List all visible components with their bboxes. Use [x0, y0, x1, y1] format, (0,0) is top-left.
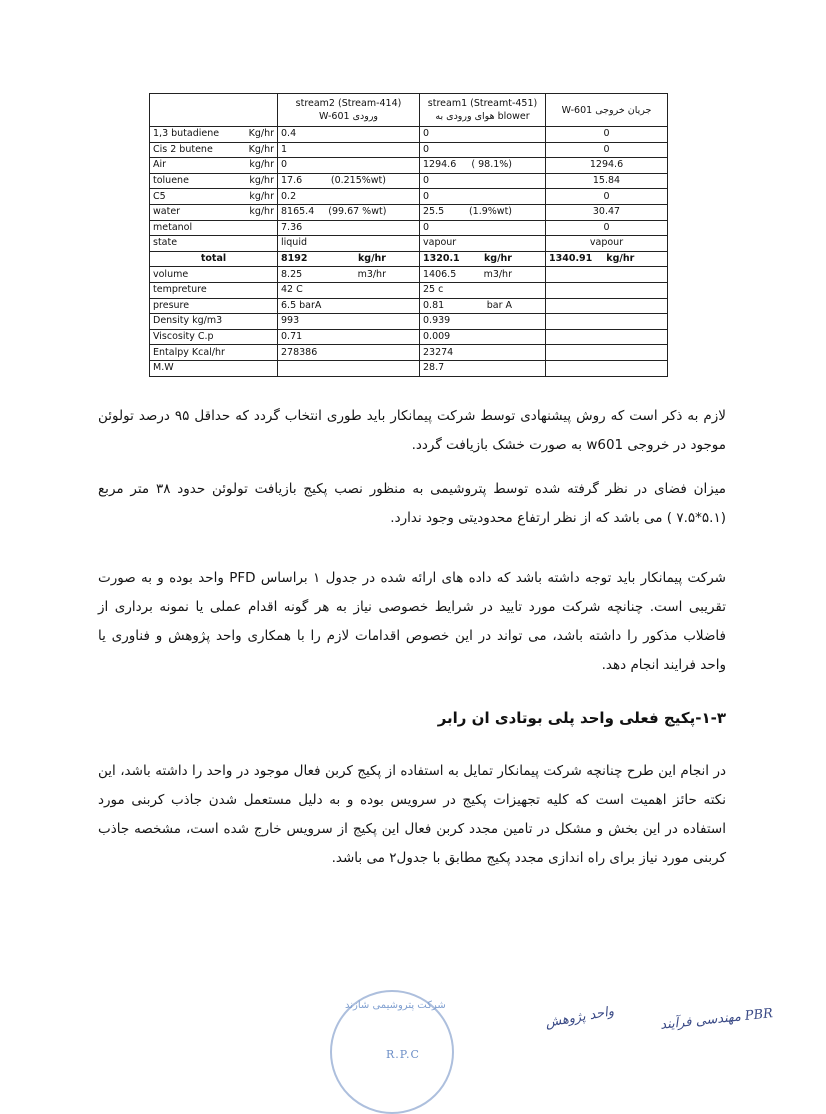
total-output-cell: [546, 251, 668, 267]
total-stream1-cell: [420, 251, 546, 267]
stream2-note: (99.67 %wt): [328, 206, 387, 218]
output-cell: [546, 345, 668, 361]
stream2-value: 42 C: [281, 284, 303, 296]
output-cell: [546, 282, 668, 298]
header-stream2: stream2 (Stream-414) W-601 ورودی: [295, 98, 402, 122]
stream1-note: (1.9%wt): [468, 206, 512, 218]
signature-1: واحد پژوهش: [544, 1004, 616, 1031]
stream2-cell: [278, 142, 420, 158]
stream1-cell: [420, 158, 546, 174]
output-cell: [546, 360, 668, 376]
row-unit: kg/hr: [249, 175, 274, 187]
row-label-cell: [150, 189, 278, 205]
stream2-cell: [278, 360, 420, 376]
paragraph-3: شرکت پیمانکار باید توجه داشته باشد که داده های ارائه شده در جدول ۱ براساس PFD واحد بوده و به صورت تقریبی است. چنانچه شرکت مورد تایید در شرایط خصوصی نیاز به هر گونه اقدام عملی یا نمونه برداری از فاضلاب مذکور را داشته باشد، می تواند در این خصوص اقدامات لازم را با همکاری واحد پژوهش و فناوری یا واحد فرایند انجام دهد.: [98, 570, 726, 673]
total-label: total: [200, 253, 227, 265]
stream-table: [149, 93, 668, 377]
output-cell: [546, 298, 668, 314]
stream1-cell: [420, 220, 546, 236]
stream1-value: 0: [423, 175, 430, 187]
stream1-value: 0: [423, 221, 430, 233]
row-label-cell: [150, 127, 278, 143]
stream1-value: 25.5: [423, 206, 445, 218]
row-label-cell: [150, 220, 278, 236]
header-stream1: stream1 (Streamt-451) هوای ورودی به blower: [427, 98, 538, 122]
row-label-cell: [150, 173, 278, 189]
property-label: Viscosity C.p: [153, 331, 214, 343]
stream-table-container: [149, 93, 667, 377]
stream2-unit: m3/hr: [357, 268, 386, 280]
property-label-cell: [150, 282, 278, 298]
stream2-cell: [278, 282, 420, 298]
total-stream2: 8192: [281, 253, 308, 265]
output-value: 0: [603, 221, 610, 233]
stream2-cell: [278, 345, 420, 361]
stream2-cell: [278, 189, 420, 205]
stream1-value: 0.009: [423, 331, 451, 343]
stream1-value: 0: [423, 190, 430, 202]
property-label: tempreture: [153, 284, 207, 296]
row-label: state: [153, 237, 178, 249]
property-label: Entalpy Kcal/hr: [153, 346, 225, 358]
stream1-cell: [420, 127, 546, 143]
stream1-value: 0: [423, 143, 430, 155]
signature-2: مهندسی فرآیند PBR: [659, 1006, 774, 1033]
row-label: C5: [153, 190, 166, 202]
header-cell: [278, 94, 420, 127]
table-property-row: [150, 345, 668, 361]
paragraph-2: میزان فضای در نظر گرفته شده توسط پتروشیمی به منظور نصب پکیج بازیافت تولوئن حدود ۳۸ متر مربع (۵.۱*۷.۵ ) می باشد که از نظر ارتفاع محدودیتی وجود ندارد.: [98, 481, 726, 526]
property-label-cell: [150, 360, 278, 376]
header-cell: [546, 94, 668, 127]
output-cell: [546, 314, 668, 330]
stream2-value: 0: [281, 159, 288, 171]
stream2-cell: [278, 329, 420, 345]
table-row: [150, 204, 668, 220]
output-cell: [546, 127, 668, 143]
stream2-cell: [278, 220, 420, 236]
output-value: 30.47: [592, 206, 621, 218]
stream2-cell: [278, 127, 420, 143]
row-unit: kg/hr: [249, 206, 274, 218]
row-label-cell: [150, 204, 278, 220]
table-property-row: [150, 360, 668, 376]
property-label-cell: [150, 267, 278, 283]
table-property-row: [150, 298, 668, 314]
property-label: presure: [153, 299, 190, 311]
output-value: 15.84: [592, 175, 621, 187]
stream1-value: 1406.5: [423, 268, 457, 280]
property-label-cell: [150, 314, 278, 330]
output-cell: [546, 329, 668, 345]
stream1-cell: [420, 189, 546, 205]
stream1-value: 23274: [423, 346, 454, 358]
output-value: 0: [603, 190, 610, 202]
stream1-cell: [420, 314, 546, 330]
stream2-cell: [278, 173, 420, 189]
output-cell: [546, 220, 668, 236]
property-label-cell: [150, 345, 278, 361]
stream2-value: 0.2: [281, 190, 297, 202]
row-label: toluene: [153, 175, 189, 187]
output-value: 1294.6: [589, 159, 624, 171]
property-label-cell: [150, 298, 278, 314]
row-label: Cis 2 butene: [153, 143, 213, 155]
stream2-value: 6.5 barA: [281, 299, 322, 311]
output-value: 0: [603, 128, 610, 140]
table-row: [150, 173, 668, 189]
stream2-value: 0.71: [281, 331, 303, 343]
stream1-cell: [420, 282, 546, 298]
stream1-cell: [420, 204, 546, 220]
stream2-note: (0.215%wt): [330, 175, 386, 187]
row-label: water: [153, 206, 181, 218]
table-property-row: [150, 314, 668, 330]
row-label: metanol: [153, 221, 193, 233]
stream1-value: 25 c: [423, 284, 444, 296]
stream2-value: 7.36: [281, 221, 303, 233]
row-label-cell: [150, 142, 278, 158]
stream1-cell: [420, 360, 546, 376]
table-row: [150, 189, 668, 205]
table-row: [150, 220, 668, 236]
stream1-cell: [420, 345, 546, 361]
section-heading: ۱-۳-پکیج فعلی واحد پلی بوتادی ان رابر: [437, 709, 726, 727]
header-cell: [420, 94, 546, 127]
property-label-cell: [150, 329, 278, 345]
property-label: volume: [153, 268, 189, 280]
output-value: vapour: [589, 237, 624, 249]
stream2-cell: [278, 236, 420, 252]
output-cell: [546, 189, 668, 205]
stream2-value: 8.25: [281, 268, 303, 280]
stream2-cell: [278, 314, 420, 330]
stream1-cell: [420, 142, 546, 158]
table-row: [150, 127, 668, 143]
total-stream2-cell: [278, 251, 420, 267]
stream2-value: 17.6: [281, 175, 303, 187]
paragraph-4: در انجام این طرح چنانچه شرکت پیمانکار تمایل به استفاده از پکیج کربن فعال موجود در واحد را داشته باشد، این نکته حائز اهمیت است که کلیه تجهیزات پکیج در سرویس بوده و به دلیل مستعمل شدن جاذب کربنی مورد استفاده در این بخش و مشکل در تامین مجدد کربن فعال این پکیج از سرویس خارج شده است، مشخصه جاذب کربنی مورد نیاز برای راه اندازی مجدد پکیج مطابق با جدول۲ می باشد.: [98, 763, 726, 866]
row-unit: Kg/hr: [248, 143, 274, 155]
row-label: Air: [153, 159, 167, 171]
table-row: [150, 142, 668, 158]
row-unit: kg/hr: [249, 159, 274, 171]
header-output: جریان خروجی W-601: [561, 104, 652, 116]
stream1-value: 0.81: [423, 299, 445, 311]
row-label: 1,3 butadiene: [153, 128, 220, 140]
stream2-cell: [278, 298, 420, 314]
table-header-row: [150, 94, 668, 127]
stream2-value: 1: [281, 143, 288, 155]
paragraph-1: لازم به ذکر است که روش پیشنهادی توسط شرکت پیمانکار باید طوری انتخاب گردد که حداقل ۹۵ درصد تولوئن موجود در خروجی w601 به صورت خشک بازیافت گردد.: [98, 408, 726, 453]
stream1-cell: [420, 236, 546, 252]
stream2-cell: [278, 204, 420, 220]
stream2-cell: [278, 158, 420, 174]
stream1-value: 0.939: [423, 315, 451, 327]
table-property-row: [150, 329, 668, 345]
stream1-cell: [420, 298, 546, 314]
table-row: [150, 158, 668, 174]
stream1-unit: m3/hr: [483, 268, 512, 280]
stream1-value: vapour: [423, 237, 457, 249]
stream1-value: 0: [423, 128, 430, 140]
stream2-value: 8165.4: [281, 206, 315, 218]
stamp-text: R.P.C: [386, 1048, 420, 1061]
total-unit: kg/hr: [357, 253, 386, 265]
stream1-cell: [420, 173, 546, 189]
stream2-value: 0.4: [281, 128, 297, 140]
header-cell-empty: [150, 94, 278, 127]
output-cell: [546, 204, 668, 220]
total-output: 1340.91: [549, 253, 593, 265]
stream2-value: liquid: [281, 237, 307, 249]
table-total-row: [150, 251, 668, 267]
stream1-cell: [420, 329, 546, 345]
output-cell: [546, 267, 668, 283]
row-label-cell: [150, 158, 278, 174]
stream1-value: 1294.6: [423, 159, 457, 171]
row-label-cell: [150, 236, 278, 252]
row-unit: Kg/hr: [248, 128, 274, 140]
output-cell: [546, 158, 668, 174]
row-unit: kg/hr: [249, 190, 274, 202]
table-property-row: [150, 282, 668, 298]
stream1-unit: bar A: [486, 299, 512, 311]
output-cell: [546, 236, 668, 252]
stamp-arc-text: شرکت پتروشیمی شازند: [345, 1000, 446, 1011]
total-unit: kg/hr: [606, 253, 635, 265]
total-stream1: 1320.1: [423, 253, 460, 265]
table-property-row: [150, 267, 668, 283]
output-cell: [546, 173, 668, 189]
property-label: M.W: [153, 362, 174, 374]
total-label-cell: [150, 251, 278, 267]
stream2-value: 278386: [281, 346, 318, 358]
property-label: Density kg/m3: [153, 315, 223, 327]
stream1-note: ( 98.1%): [471, 159, 512, 171]
stream1-cell: [420, 267, 546, 283]
table-row: [150, 236, 668, 252]
output-cell: [546, 142, 668, 158]
stream1-value: 28.7: [423, 362, 445, 374]
stream2-cell: [278, 267, 420, 283]
total-unit: kg/hr: [483, 253, 512, 265]
output-value: 0: [603, 143, 610, 155]
stream2-value: 993: [281, 315, 300, 327]
